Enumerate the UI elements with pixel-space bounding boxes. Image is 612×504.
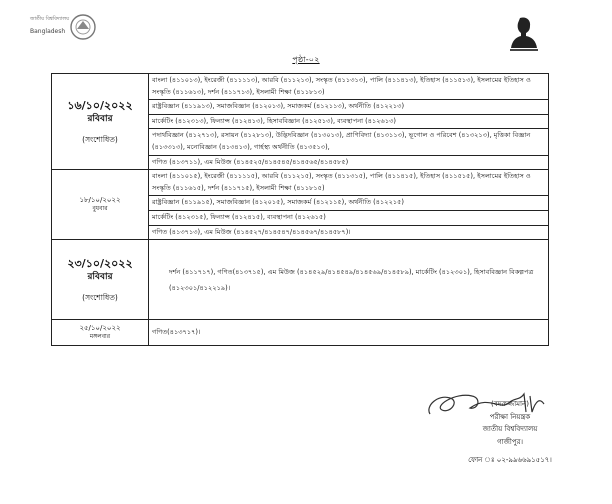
exam-date: ১৬/১০/২০২২ — [67, 99, 133, 113]
exam-day: বুধবার — [92, 205, 108, 213]
subject-cell: বাংলা (৪১১০১৫), ইংরেজী (৪১১১১৫), আরবি (৪১১২১৫), সংস্কৃত (৪১১৩১৫), পালি (৪১১৪১৫), ইতিহাস (৪১১৫১৫), ইসলামের ইতিহাস ও সংস্কৃতি (৪১১৬১৫), দর্শন (৪১১৭১৫), ইসলামী শিক্ষা (৪১১৮১৫) — [149, 170, 549, 196]
table-row — [52, 74, 549, 100]
university-seal-icon — [68, 12, 98, 42]
exam-date: ১৮/১০/২০২২ — [79, 196, 121, 205]
signatory-city: গাজীপুর। — [497, 437, 523, 446]
table-row — [52, 170, 549, 196]
subject-cell: গণিত(৪১৩৭১৭)। — [149, 320, 549, 346]
date-cell — [52, 170, 149, 240]
subject-cell: গণিত (৪১৩৭১১), এম মিউজ (৪১৪৫২৫/৪১৪৫৪৫/৪১৪৫৬৫/৪১৪৫৮৫) — [149, 155, 549, 170]
exam-day: রবিবার — [87, 114, 113, 125]
subject-cell: রাষ্ট্রবিজ্ঞান (৪১১৯১৫), সমাজবিজ্ঞান (৪১২০১৫), সমাজকর্ম (৪১২১১৫), অর্থনীতি (৪১২২১৫) — [149, 196, 549, 211]
logo-text-bottom: Bangladesh — [30, 28, 66, 35]
exam-date: ২৫/১০/২০২২ — [79, 324, 121, 333]
subject-cell: রাষ্ট্রবিজ্ঞান (৪১১৯১৩), সমাজবিজ্ঞান (৪১২০১৩), সমাজকর্ম (৪১২১১৩), অর্থনীতি (৪১২২১৩) — [149, 100, 549, 115]
signatory-phone: ফোন ঃ ০২-৯৯৬৬৯১৫১৭। — [468, 456, 552, 464]
exam-date: ২৩/১০/২০২২ — [67, 257, 133, 271]
subject-cell: পদার্থবিজ্ঞান (৪১২৭১৩), রসায়ন (৪১২৮১৩), উদ্ভিদবিজ্ঞান (৪১৩০১৩), প্রাণিবিদ্যা (৪১৩১১৩), ভূগোল ও পরিবেশ (৪১৩২১৩), মৃত্তিকা বিজ্ঞান (৪১৩৩১৩), মনোবিজ্ঞান (৪১৩৪১৩), গার্হস্থ্য অর্থনীতি (৪১৩৫১৩), — [149, 129, 549, 155]
signature-block — [440, 398, 580, 467]
page-number: পৃষ্ঠা-০২ — [292, 55, 320, 64]
signatory-institution: জাতীয় বিশ্ববিদ্যালয় — [482, 425, 538, 433]
signatory-name: (বদরুজ্জামান) — [491, 400, 529, 408]
logo-text-top: জাতীয় বিশ্ববিদ্যালয় — [30, 16, 70, 22]
signatory-title: পরীক্ষা নিয়ন্ত্রক — [489, 412, 531, 421]
exam-day: রবিবার — [87, 272, 113, 283]
exam-schedule-table — [51, 73, 549, 346]
subject-cell: মার্কেটিং (৪১২৩১৫), ফিন্যান্স (৪১২৪১৫), ব্যবস্থাপনা (৪১২৬১৫) — [149, 210, 549, 225]
exam-day: মঙ্গলবার — [89, 333, 111, 341]
date-cell — [52, 74, 149, 170]
revised-label: (সংশোধিত) — [82, 135, 118, 145]
subject-cell: দর্শন (৪১১৭১৭), গণিত(৪১৩৭১৫), এম মিউজ (৪১৪৫২৯/৪১৪৫৪৯/৪১৪৫৬৯/৪১৪৫৮৯), মার্কেটিং (৪১২৩০১), হিসাববিজ্ঞান বিকল্পপত্র (৪১২৩০১/৪১২২১৯)। — [149, 240, 549, 320]
university-logo — [28, 10, 102, 44]
table-row — [52, 320, 549, 346]
date-cell — [52, 320, 149, 346]
subject-cell: গণিত (৪১৩৭১৩), এম মিউজ (৪১৪৫২৭/৪১৪৫৪৭/৪১৪৫৬৭/৪১৪৫৮৭)। — [149, 225, 549, 240]
subject-cell: বাংলা (৪১১০১৩), ইংরেজী (৪১১১১৩), আরবি (৪১১২১৩), সংস্কৃত (৪১১৩১৩), পালি (৪১১৪১৩), ইতিহাস (৪১১৫১৩), ইসলামের ইতিহাস ও সংস্কৃতি (৪১১৬১৩), দর্শন (৪১১৭১৩), ইসলামী শিক্ষা (৪১১৮১৩) — [149, 74, 549, 100]
table-row — [52, 240, 549, 320]
revised-label: (সংশোধিত) — [82, 293, 118, 303]
portrait-emblem-icon — [506, 14, 542, 54]
subject-cell: মার্কেটিং (৪১২৩১৩), ফিন্যান্স (৪১২৪১৩), হিসাববিজ্ঞান (৪১২৫১৩), ব্যবস্থাপনা (৪১২৬১৩) — [149, 114, 549, 129]
date-cell — [52, 240, 149, 320]
